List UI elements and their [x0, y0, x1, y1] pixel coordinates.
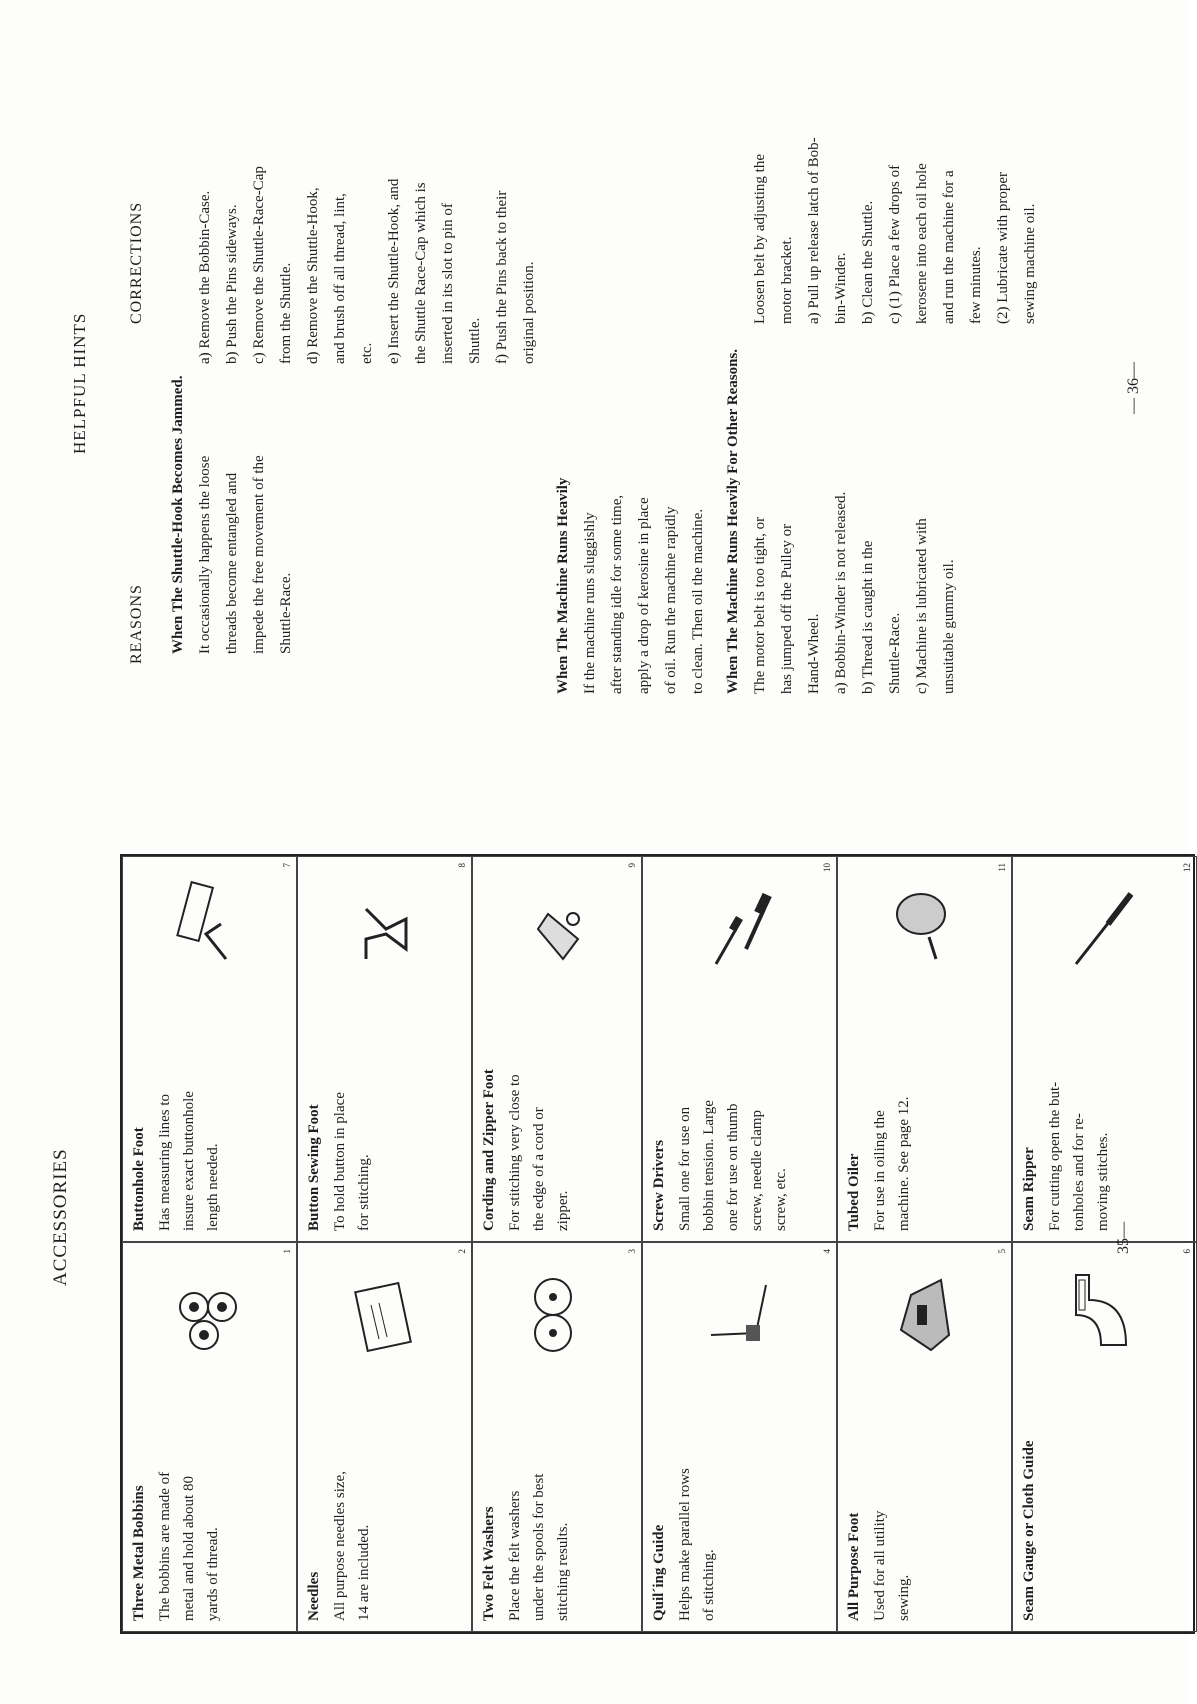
correction-line: b) Push the Pins sideways.	[224, 204, 240, 364]
correction-line: c) (1) Place a few drops of	[887, 164, 903, 324]
accessory-number: 12	[1182, 863, 1192, 872]
quilting-guide-icon	[706, 1265, 776, 1355]
reason-line: unsuitable gummy oil.	[941, 559, 957, 694]
accessory-number: 9	[627, 863, 637, 868]
reason-line: Shuttle-Race.	[278, 572, 294, 654]
accessory-number: 3	[627, 1249, 637, 1254]
runs-heavily-text	[577, 495, 712, 694]
shuttle-jammed-corrections	[192, 166, 543, 364]
correction-line: and brush off all thread, lint,	[332, 193, 348, 364]
correction-line: e) Insert the Shuttle-Hook, and	[386, 178, 402, 364]
reason-line: threads become entangled and	[224, 472, 240, 654]
accessory-cell	[472, 856, 642, 1242]
accessory-description: Has measuring lines to insure exact buttonhole length needed.	[157, 1091, 221, 1231]
reason-line: b) Thread is caught in the	[860, 540, 876, 694]
accessory-number: 5	[997, 1249, 1007, 1254]
hint-line: of oil. Run the machine rapidly	[663, 506, 679, 694]
accessory-number: 10	[822, 863, 832, 872]
page-number-35: 35—	[1115, 1222, 1132, 1254]
page-number-36: — 36—	[1125, 362, 1142, 414]
accessory-cell	[1012, 856, 1197, 1242]
accessory-title: All Purpose Foot	[846, 1512, 862, 1621]
seam-ripper-icon	[1071, 879, 1141, 969]
hint-line: after standing idle for some time,	[609, 494, 625, 694]
correction-line: c) Remove the Shuttle-Race-Cap	[251, 166, 267, 364]
accessory-title: Seam Gauge or Cloth Guide	[1021, 1440, 1037, 1621]
other-reasons-reasons	[747, 492, 963, 694]
accessory-number: 2	[457, 1249, 467, 1254]
buttonhole-foot-icon	[176, 879, 246, 969]
accessory-description: Used for all utility sewing.	[872, 1510, 912, 1621]
reason-line: a) Bobbin-Winder is not released.	[833, 491, 849, 694]
accessory-description: For cutting open the but- tonholes and for re- moving stitches.	[1047, 1081, 1111, 1231]
correction-line: kerosene into each oil hole	[914, 163, 930, 324]
accessory-cell	[837, 856, 1012, 1242]
hint-line: If the machine runs sluggishly	[582, 512, 598, 694]
accessories-table	[120, 854, 1195, 1634]
seam-gauge-icon	[1071, 1265, 1141, 1355]
accessory-cell	[122, 1242, 297, 1632]
reasons-column-heading: REASONS	[128, 584, 145, 664]
correction-line: f) Push the Pins back to their	[494, 190, 510, 364]
correction-line: etc.	[359, 342, 375, 364]
other-reasons-title: When The Machine Runs Heavily For Other Reasons.	[725, 348, 741, 694]
accessory-cell	[1012, 1242, 1197, 1632]
accessory-description: Small one for use on bobbin tension. Large one for use on thumb screw, needle clamp screw, etc.	[677, 1100, 789, 1231]
correction-line: Shuttle.	[467, 317, 483, 364]
accessory-number: 8	[457, 863, 467, 868]
reason-line: Shuttle-Race.	[887, 612, 903, 694]
accessory-title: Button Sewing Foot	[306, 1104, 322, 1231]
accessory-description: Helps make parallel rows of stitching.	[677, 1468, 717, 1621]
accessory-title: Seam Ripper	[1021, 1147, 1037, 1231]
accessory-number: 1	[282, 1249, 292, 1254]
shuttle-jammed-reasons	[192, 455, 300, 654]
accessory-title: Needles	[306, 1571, 322, 1621]
accessory-title: Buttonhole Foot	[131, 1127, 147, 1231]
corrections-column-heading: CORRECTIONS	[128, 201, 145, 324]
accessory-description: The bobbins are made of metal and hold about 80 yards of thread.	[157, 1471, 221, 1621]
correction-line: inserted in its slot to pin of	[440, 203, 456, 364]
button-sewing-foot-icon	[351, 879, 421, 969]
accessory-title: Two Felt Washers	[481, 1506, 497, 1621]
reason-line: Hand-Wheel.	[806, 613, 822, 694]
accessory-cell	[297, 856, 472, 1242]
runs-heavily-title: When The Machine Runs Heavily	[555, 477, 571, 694]
correction-line: motor bracket.	[779, 236, 795, 324]
correction-line: (2) Lubricate with proper	[995, 171, 1011, 324]
accessory-cell	[297, 1242, 472, 1632]
correction-line: a) Remove the Bobbin-Case.	[197, 190, 213, 364]
hint-line: to clean. Then oil the machine.	[690, 508, 706, 694]
accessory-cell	[837, 1242, 1012, 1632]
accessory-description: For stitching very close to the edge of a cord or zipper.	[507, 1074, 571, 1231]
accessory-description: All purpose needles size, 14 are included.	[332, 1471, 372, 1621]
correction-line: from the Shuttle.	[278, 262, 294, 364]
correction-line: Loosen belt by adjusting the	[752, 154, 768, 324]
zipper-foot-icon	[523, 879, 593, 969]
reason-line: The motor belt is too tight, or	[752, 516, 768, 694]
correction-line: d) Remove the Shuttle-Hook,	[305, 187, 321, 364]
correction-line: few minutes.	[968, 246, 984, 324]
accessory-cell	[472, 1242, 642, 1632]
felt-washers-icon	[523, 1265, 593, 1355]
accessory-description: For use in oiling the machine. See page 12.	[872, 1096, 912, 1231]
screw-drivers-icon	[706, 879, 776, 969]
accessory-number: 4	[822, 1249, 832, 1254]
other-reasons-corrections	[747, 137, 1044, 324]
accessory-cell	[642, 856, 837, 1242]
accessory-cell	[642, 1242, 837, 1632]
correction-line: and run the machine for a	[941, 170, 957, 324]
accessory-title: Quil´ing Guide	[651, 1524, 667, 1621]
accessory-description: Place the felt washers under the spools for best stitching results.	[507, 1473, 571, 1621]
reason-line: c) Machine is lubricated with	[914, 518, 930, 694]
accessory-number: 11	[997, 863, 1007, 872]
hint-line: apply a drop of kerosine in place	[636, 497, 652, 694]
accessory-number: 7	[282, 863, 292, 868]
bobbins-icon	[176, 1265, 246, 1355]
correction-line: the Shuttle Race-Cap which is	[413, 182, 429, 364]
correction-line: sewing machine oil.	[1022, 203, 1038, 324]
helpful-hints-heading: HELPFUL HINTS	[70, 312, 89, 454]
accessory-title: Tubed Oiler	[846, 1153, 862, 1231]
accessory-title: Three Metal Bobbins	[131, 1485, 147, 1621]
accessories-heading: ACCESSORIES	[50, 1148, 71, 1286]
accessory-number: 6	[1182, 1249, 1192, 1254]
reason-line: It occasionally happens the loose	[197, 455, 213, 654]
accessory-cell	[122, 856, 297, 1242]
shuttle-jammed-title: When The Shuttle-Hook Becomes Jammed.	[170, 375, 186, 654]
correction-line: b) Clean the Shuttle.	[860, 200, 876, 324]
tubed-oiler-icon	[891, 879, 961, 969]
correction-line: original position.	[521, 261, 537, 364]
accessory-description: To hold button in place for stitching.	[332, 1092, 372, 1231]
correction-line: bin-Winder.	[833, 252, 849, 324]
all-purpose-foot-icon	[891, 1265, 961, 1355]
accessory-title: Screw Drivers	[651, 1140, 667, 1231]
reason-line: has jumped off the Pulley or	[779, 523, 795, 694]
accessory-title: Cording and Zipper Foot	[481, 1069, 497, 1231]
correction-line: a) Pull up release latch of Bob-	[806, 137, 822, 324]
needles-pack-icon	[351, 1265, 421, 1355]
reason-line: impede the free movement of the	[251, 455, 267, 654]
